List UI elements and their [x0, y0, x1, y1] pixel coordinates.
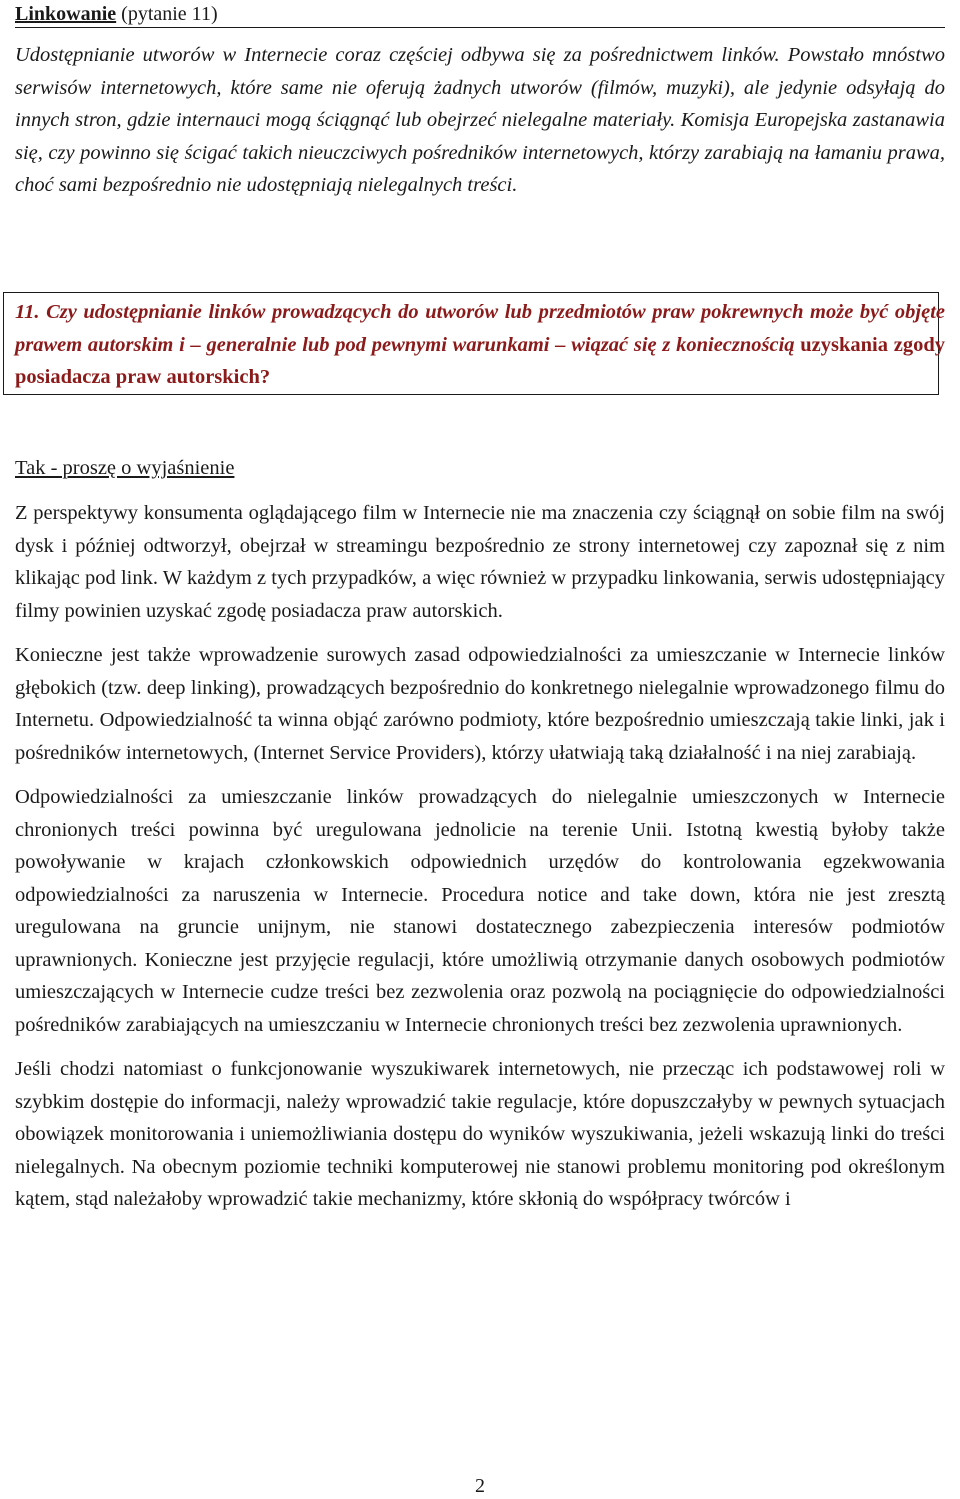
- answer-body: [15, 497, 945, 1228]
- section-subtitle: (pytanie 11): [116, 3, 218, 25]
- page-number: 2: [475, 1475, 485, 1497]
- section-heading: [15, 0, 945, 34]
- answer-paragraph: Jeśli chodzi natomiast o funkcjonowanie wyszukiwarek internetowych, nie przecząc ich podstawowej roli w szybkim dostępie do informacji, należy wprowadzić takie regulacje, które dopuszczałyby w pewnych sytuacjach obowiązek monitorowania i uniemożliwiania dostępu do wyników wyszukiwania, jeżeli wskazują linki do treści nielegalnych. Na obecnym poziomie techniki komputerowej nie stanowi problemu monitoring pod określonym kątem, stąd należałoby wprowadzić takie mechanizmy, które skłonią do współpracy twórców i: [15, 1058, 945, 1210]
- question-plain: uzyskania zgody posiadacza praw autorskich?: [15, 333, 945, 388]
- intro-block: [15, 39, 945, 202]
- answer-paragraph: Odpowiedzialności za umieszczanie linków prowadzących do nielegalnie umieszczonych w Internecie chronionych treści powinna być uregulowana jednolicie na terenie Unii. Istotną kwestią byłoby także powoływanie w krajach członkowskich odpowiednich urzędów do kontrolowania egzekwowania odpowiedzialności za naruszenia w Internecie. Procedura notice and take down, która nie jest zresztą uregulowana na gruncie unijnym, nie stanowi dostatecznego zabezpieczenia interesów podmiotów uprawnionych. Konieczne jest przyjęcie regulacji, które umożliwią otrzymanie danych osobowych podmiotów umieszczających w Internecie cudze treści bez zezwolenia oraz pozwolą na pociągnięcie do odpowiedzialności pośredników zarabiających na umieszczaniu w Internecie chronionych treści bez zezwolenia uprawnionych.: [15, 786, 945, 1036]
- question-italic: Czy udostępnianie linków prowadzących do utworów lub przedmiotów praw pokrewnych może być objęte prawem autorskim i – generalnie lub pod pewnymi warunkami – wiązać się z koniecznością: [15, 301, 945, 356]
- section-title: Linkowanie: [15, 3, 117, 25]
- answer-paragraph: Z perspektywy konsumenta oglądającego film w Internecie nie ma znaczenia czy ściągnął on sobie film na swój dysk i później odtworzył, obejrzał w streamingu bezpośrednio ze strony internetowej czy zapoznał się z nim klikając pod link. W każdym z tych przypadków, a więc również w przypadku linkowania, serwis udostępniający filmy powinien uzyskać zgodę posiadacza praw autorskich.: [15, 502, 945, 622]
- answer-paragraph: Konieczne jest także wprowadzenie surowych zasad odpowiedzialności za umieszczanie w Internecie linków głębokich (tzw. deep linking), prowadzących bezpośrednio do konkretnego nielegalnie wprowadzonego filmu do Internetu. Odpowiedzialność ta winna objąć zarówno podmioty, które bezpośrednio umieszczają takie linki, jak i pośredników internetowych, (Internet Service Providers), którzy ułatwiają taką działalność i na niej zarabiają.: [15, 644, 945, 764]
- intro-paragraph: Udostępnianie utworów w Internecie coraz częściej odbywa się za pośrednictwem linków. Powstało mnóstwo serwisów internetowych, które same nie oferują żadnych utworów (filmów, muzyki), ale jedynie odsyłają do innych stron, gdzie internauci mogą ściągnąć lub obejrzeć nielegalne materiały. Komisja Europejska zastanawia się, czy powinno się ścigać takich nieuczciwych pośredników internetowych, którzy zarabiają na łamaniu prawa, choć sami bezpośrednio nie udostępniają nielegalnych treści.: [15, 44, 945, 196]
- answer-label: Tak - proszę o wyjaśnienie: [15, 457, 235, 479]
- question-number: 11.: [15, 301, 40, 323]
- heading-divider: [15, 27, 945, 28]
- question-text: [15, 296, 945, 394]
